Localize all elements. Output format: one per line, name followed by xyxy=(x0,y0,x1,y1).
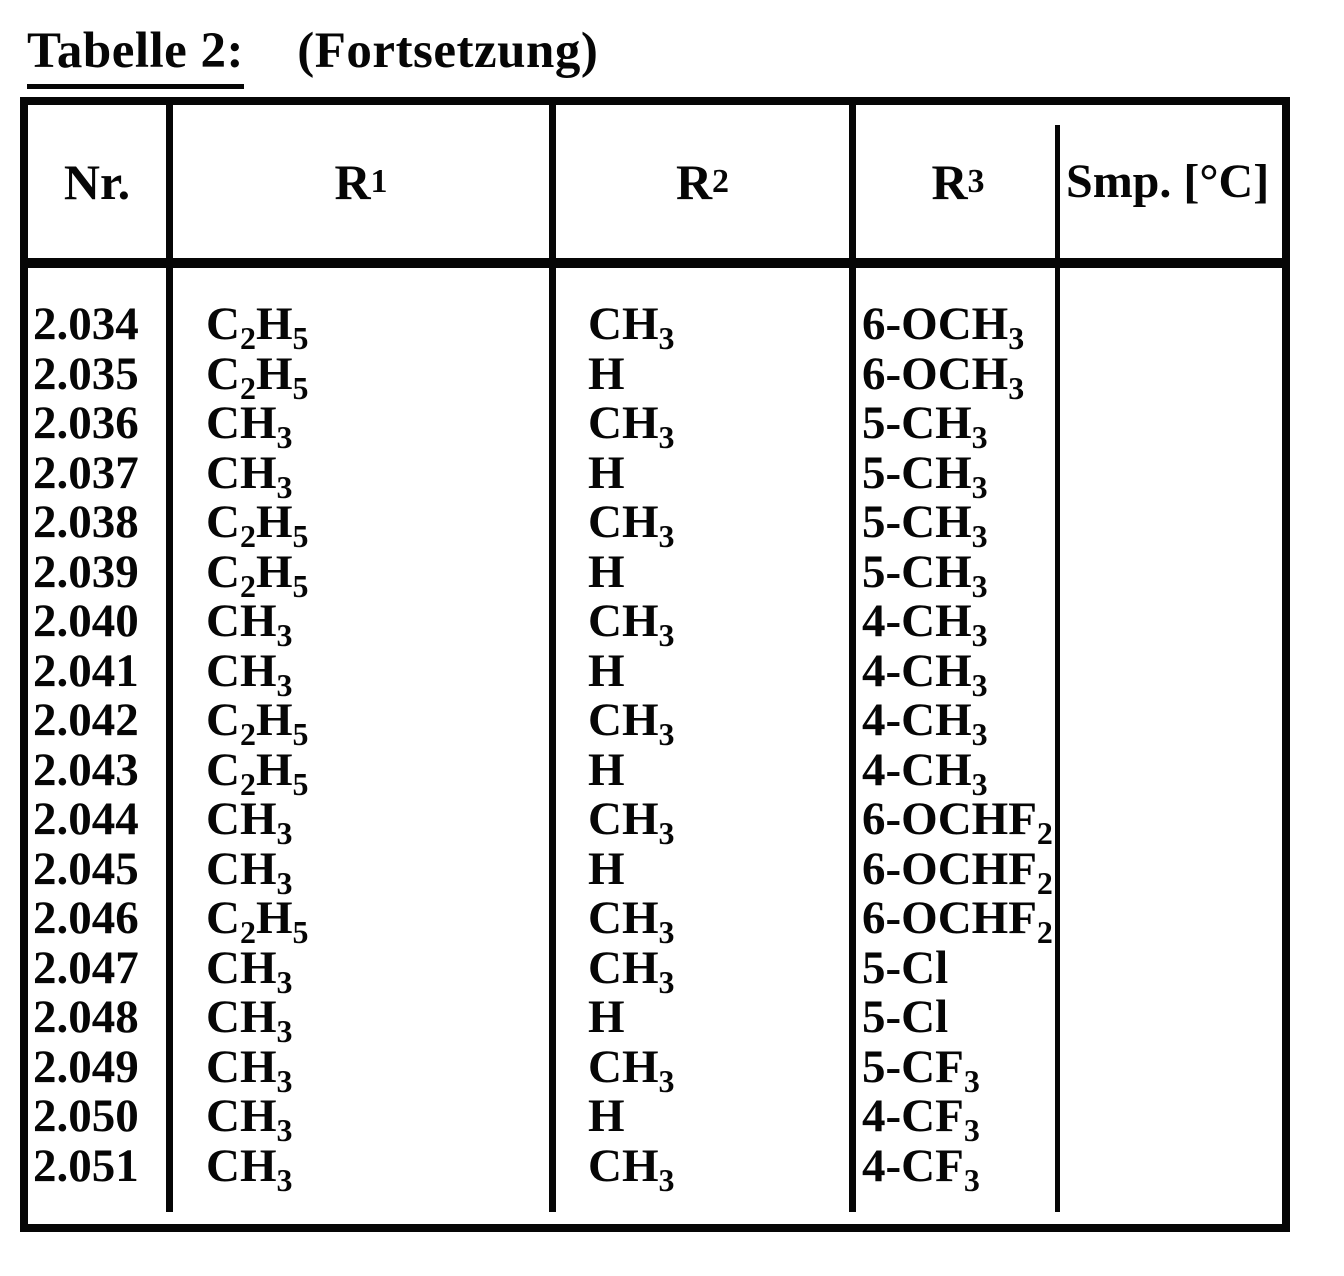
cell-nr: 2.048 xyxy=(33,991,139,1043)
cell-r3: $4-CH_3$ xyxy=(862,644,988,703)
cell-r1: $C_2H_5$ xyxy=(206,496,309,555)
cell-r3: $6-OCHF_2$ xyxy=(862,892,1053,951)
cell-r1: $CH_3$ xyxy=(206,991,293,1050)
cell-r1: $CH_3$ xyxy=(206,446,293,505)
column-header-nr: Nr. xyxy=(28,105,173,258)
column-header-smp: Smp. [°C] xyxy=(1066,155,1270,208)
cell-nr: 2.040 xyxy=(33,595,139,647)
cell-r3: $4-CF_3$ xyxy=(862,1090,980,1149)
cell-r1: $CH_3$ xyxy=(206,941,293,1000)
cell-r1: $C_2H_5$ xyxy=(206,347,309,406)
table-title: Tabelle 2: xyxy=(27,22,244,89)
table-body xyxy=(28,268,1282,1212)
table-title-suffix: (Fortsetzung) xyxy=(297,23,599,79)
cell-nr: 2.051 xyxy=(33,1139,139,1192)
column-r3 xyxy=(856,268,1060,1212)
cell-nr: 2.034 xyxy=(33,298,139,350)
cell-smp xyxy=(1068,894,1282,944)
cell-r2: H xyxy=(588,347,625,400)
cell-smp xyxy=(1068,795,1282,845)
cell-r1: $C_2H_5$ xyxy=(206,743,309,802)
cell-r3: $5-CF_3$ xyxy=(862,1040,980,1099)
cell-smp xyxy=(1068,498,1282,548)
cell-r2: H xyxy=(588,446,625,499)
cell-r1: $CH_3$ xyxy=(206,1040,293,1099)
cell-r1: $CH_3$ xyxy=(206,793,293,852)
cell-r1: $CH_3$ xyxy=(206,842,293,901)
cell-smp xyxy=(1068,1043,1282,1093)
cell-r1: $CH_3$ xyxy=(206,1139,293,1198)
cell-r3: 5-Cl xyxy=(862,991,949,1043)
cell-smp xyxy=(1068,746,1282,796)
cell-r3: $4-CF_3$ xyxy=(862,1139,980,1198)
cell-r2: $CH_3$ xyxy=(588,941,675,1000)
cell-smp xyxy=(1068,993,1282,1043)
cell-r2: $CH_3$ xyxy=(588,694,675,753)
cell-r1: $CH_3$ xyxy=(206,595,293,654)
cell-r2: H xyxy=(588,545,625,598)
cell-r2: $CH_3$ xyxy=(588,1139,675,1198)
cell-smp xyxy=(1068,647,1282,697)
cell-nr: 2.043 xyxy=(33,743,139,796)
cell-nr: 2.041 xyxy=(33,644,139,697)
cell-r3: $5-CH_3$ xyxy=(862,397,988,456)
cell-smp xyxy=(1068,597,1282,647)
cell-smp xyxy=(1068,399,1282,449)
cell-r3: $6-OCHF_2$ xyxy=(862,842,1053,901)
column-header-r1: R 1 xyxy=(173,105,556,258)
cell-r3: $6-OCH_3$ xyxy=(862,298,1025,357)
cell-nr: 2.042 xyxy=(33,694,139,746)
cell-smp xyxy=(1068,300,1282,350)
cell-nr: 2.035 xyxy=(33,347,139,400)
cell-r3: $5-CH_3$ xyxy=(862,545,988,604)
cell-r1: $CH_3$ xyxy=(206,1090,293,1149)
cell-nr: 2.037 xyxy=(33,446,139,499)
page-title xyxy=(27,22,598,89)
cell-smp xyxy=(1068,350,1282,400)
column-r1 xyxy=(173,268,556,1212)
cell-r1: $CH_3$ xyxy=(206,644,293,703)
column-nr xyxy=(28,268,173,1212)
cell-r3: $5-CH_3$ xyxy=(862,496,988,555)
cell-r2: $CH_3$ xyxy=(588,1040,675,1099)
cell-nr: 2.039 xyxy=(33,545,139,598)
cell-r2: $CH_3$ xyxy=(588,496,675,555)
cell-nr: 2.038 xyxy=(33,496,139,548)
column-header-r2: R 2 xyxy=(556,105,856,258)
cell-r2: H xyxy=(588,842,625,895)
cell-nr: 2.049 xyxy=(33,1040,139,1093)
cell-r2: $CH_3$ xyxy=(588,397,675,456)
cell-nr: 2.036 xyxy=(33,397,139,449)
cell-smp xyxy=(1068,696,1282,746)
cell-r2: H xyxy=(588,991,625,1043)
cell-r3: 5-Cl xyxy=(862,941,949,994)
cell-smp xyxy=(1068,1092,1282,1142)
compound-table xyxy=(20,97,1290,1232)
cell-r1: $C_2H_5$ xyxy=(206,298,309,357)
cell-r2: $CH_3$ xyxy=(588,595,675,654)
cell-smp xyxy=(1068,1142,1282,1192)
cell-r2: H xyxy=(588,644,625,697)
cell-r2: H xyxy=(588,1090,625,1142)
cell-nr: 2.044 xyxy=(33,793,139,845)
cell-r3: $4-CH_3$ xyxy=(862,743,988,802)
column-smp xyxy=(1060,268,1282,1212)
cell-nr: 2.045 xyxy=(33,842,139,895)
table-header-row xyxy=(28,105,1282,268)
cell-smp xyxy=(1068,449,1282,499)
cell-r1: $C_2H_5$ xyxy=(206,892,309,951)
cell-r3: $4-CH_3$ xyxy=(862,694,988,753)
cell-nr: 2.047 xyxy=(33,941,139,994)
cell-r3: $5-CH_3$ xyxy=(862,446,988,505)
cell-smp xyxy=(1068,548,1282,598)
cell-smp xyxy=(1068,944,1282,994)
cell-r2: H xyxy=(588,743,625,796)
column-r2 xyxy=(556,268,856,1212)
cell-r1: $C_2H_5$ xyxy=(206,545,309,604)
cell-nr: 2.046 xyxy=(33,892,139,944)
cell-r3: $6-OCHF_2$ xyxy=(862,793,1053,852)
cell-r1: $C_2H_5$ xyxy=(206,694,309,753)
cell-smp xyxy=(1068,845,1282,895)
cell-r1: $CH_3$ xyxy=(206,397,293,456)
cell-r2: $CH_3$ xyxy=(588,298,675,357)
cell-nr: 2.050 xyxy=(33,1090,139,1142)
cell-r2: $CH_3$ xyxy=(588,793,675,852)
cell-r2: $CH_3$ xyxy=(588,892,675,951)
cell-r3: $4-CH_3$ xyxy=(862,595,988,654)
cell-r3: $6-OCH_3$ xyxy=(862,347,1025,406)
column-header-r3: R 3 xyxy=(856,105,1060,258)
